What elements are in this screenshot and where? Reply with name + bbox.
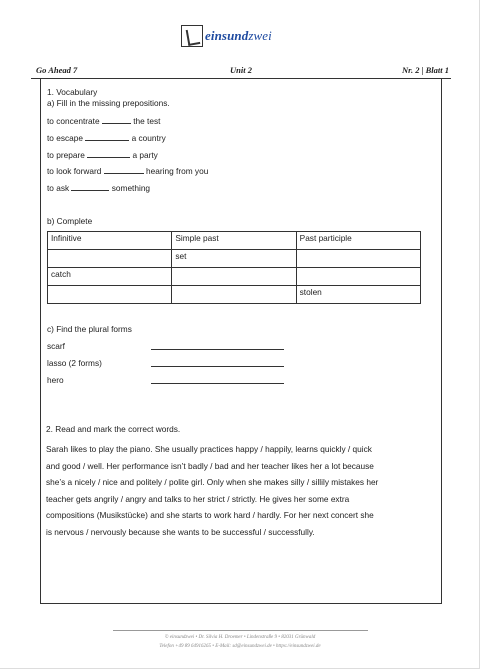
header-book: Go Ahead 7 (36, 65, 78, 75)
preposition-item (47, 183, 150, 193)
item-object: the test (133, 116, 161, 126)
item-object: hearing from you (146, 166, 209, 176)
paragraph-line: Sarah likes to play the piano. She usually practices happy / happily, learns quickly / quick (46, 444, 372, 454)
plural-item: scarf (47, 341, 65, 351)
item-verb: to escape (47, 133, 83, 143)
section1c-instruction: c) Find the plural forms (47, 324, 132, 334)
logo (181, 24, 272, 48)
table-row (48, 250, 421, 268)
verb-forms-table (47, 231, 421, 304)
table-cell[interactable]: set (172, 250, 296, 268)
table-cell[interactable]: catch (48, 268, 172, 286)
section1a-instruction: a) Fill in the missing prepositions. (47, 98, 170, 108)
answer-blank (104, 166, 144, 174)
plural-item: lasso (2 forms) (47, 358, 102, 368)
item-object: a party (132, 150, 158, 160)
item-object: something (111, 183, 151, 193)
answer-blank (87, 150, 130, 158)
table-header-row (48, 232, 421, 250)
logo-text-part2: zwei (248, 28, 272, 43)
plural-item: hero (47, 375, 64, 385)
answer-blank (102, 116, 131, 124)
table-header-cell: Past participle (296, 232, 420, 250)
answer-line[interactable] (151, 383, 284, 384)
section2-heading: 2. Read and mark the correct words. (46, 424, 181, 434)
table-header-cell: Simple past (172, 232, 296, 250)
footer-line: © einsundzwei • Dr. Silvia H. Droemer • Lindenstraße 9 • 82031 Grünwald (164, 635, 316, 640)
reading-paragraph (46, 441, 438, 541)
table-header-cell: Infinitive (48, 232, 172, 250)
logo-text-part1: einsund (205, 28, 249, 43)
paragraph-line: she’s a nicely / nice and politely / polite girl. Only when she makes silly / sillily mistakes her (46, 477, 379, 488)
section1b-instruction: b) Complete (47, 216, 93, 226)
logo-text (205, 28, 272, 44)
preposition-item (47, 166, 208, 176)
table-cell[interactable] (172, 286, 296, 304)
table-cell[interactable] (296, 250, 420, 268)
item-verb: to look forward (47, 166, 102, 176)
item-object: a country (131, 133, 166, 143)
answer-line[interactable] (151, 366, 284, 367)
logo-mark-icon (181, 25, 203, 47)
table-cell[interactable] (48, 250, 172, 268)
table-cell[interactable] (48, 286, 172, 304)
item-verb: to concentrate (47, 116, 100, 126)
page-header (31, 65, 451, 79)
answer-blank (71, 183, 109, 191)
table-row (48, 286, 421, 304)
preposition-item (47, 133, 166, 143)
item-verb: to prepare (47, 150, 85, 160)
footer-divider (113, 630, 368, 631)
header-unit: Unit 2 (230, 65, 252, 75)
table-cell[interactable]: stolen (296, 286, 420, 304)
header-sheet-number: Nr. 2 | Blatt 1 (402, 65, 449, 75)
section1-heading: 1. Vocabulary (47, 87, 98, 97)
table-row (48, 268, 421, 286)
table-cell[interactable] (296, 268, 420, 286)
answer-blank (85, 133, 129, 141)
answer-line[interactable] (151, 349, 284, 350)
paragraph-line: is nervous / nervously because she wants to be successful / successfully. (46, 526, 315, 537)
paragraph-line: compositions (Musikstücke) and she starts to work hard / hardly. For her next concert she (46, 510, 374, 521)
preposition-item (47, 150, 158, 160)
footer-line: Telefon +49 89 64916265 • E-Mail: sd@einsundzwei.de • https://einsundzwei.de (159, 644, 321, 649)
table-cell[interactable] (172, 268, 296, 286)
item-verb: to ask (47, 183, 70, 193)
paragraph-line: and good / well. Her performance isn’t badly / bad and her teacher likes her a lot because (46, 460, 374, 471)
paragraph-line: teacher gets angrily / angry and talks to her strict / strictly. He gives her some extra (46, 493, 350, 504)
preposition-item (47, 116, 160, 126)
